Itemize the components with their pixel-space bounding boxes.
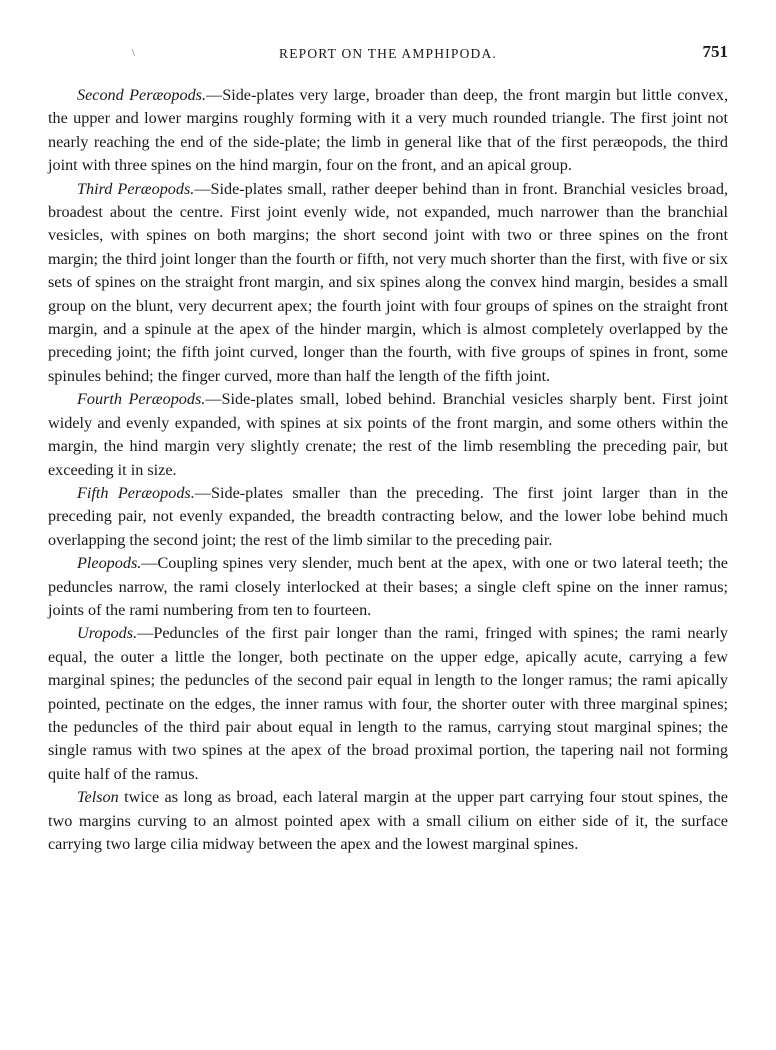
section-heading: Pleopods.: [77, 554, 142, 573]
paragraph-uropods: [48, 622, 728, 786]
section-heading: Third Peræopods.: [77, 179, 195, 198]
paragraph-fifth-peraeopods: [48, 482, 728, 552]
paragraph-telson: [48, 786, 728, 856]
paragraph-fourth-peraeopods: [48, 388, 728, 482]
paragraph-pleopods: [48, 552, 728, 622]
paragraph-second-peraeopods: [48, 84, 728, 178]
running-title: REPORT ON THE AMPHIPODA.: [278, 46, 498, 61]
paragraph-text: —Side-plates very large, broader than deep, the front margin but little convex, the upper and lower margins roughly forming with it a very much rounded triangle. The first joint not nearly reaching the end of the side-plate; the limb in general like that of the first peræopods, the third joint with three spines on the hind margin, four on the front, and an apical group.: [48, 86, 728, 175]
paragraph-text: —Side-plates smaller than the preceding. The first joint larger than in the preceding pair, not evenly expanded, the breadth contracting below, and the lower lobe behind much overlapping the second joint; the rest of the limb similar to the preceding pair.: [48, 483, 728, 549]
paragraph-text: —Side-plates small, lobed behind. Branchial vesicles sharply bent. First joint widely and evenly expanded, with spines at six points of the front margin, and some others within the margin, the hind margin very slightly crenate; the rest of the limb resembling the preceding pair, but exceeding it in size.: [48, 390, 729, 479]
section-heading: Uropods.: [77, 624, 138, 643]
paragraph-text: twice as long as broad, each lateral margin at the upper part carrying four stout spines, the two margins curving to an almost pointed apex with a small cilium on either side of it, the surface carrying two large cilia midway between the apex and the lowest marginal spines.: [48, 788, 728, 853]
paragraph-third-peraeopods: [48, 178, 728, 389]
section-heading: Fourth Peræopods.: [77, 390, 206, 409]
paragraph-text: —Side-plates small, rather deeper behind than in front. Branchial vesicles broad, broadest about the centre. First joint evenly wide, not expanded, much narrower than the branchial vesicles, with spines on both margins; the short second joint with two or three spines on the front margin; the third joint longer than the fourth or fifth, not very much shorter than the first, with five or six sets of spines on the straight front margin, and six spines along the convex hind margin, besides a small group on the blunt, very decurrent apex; the fourth joint with four groups of spines on the straight front margin, and a spinule at the apex of the hinder margin, which is almost completely overlapped by the preceding joint; the fifth joint curved, longer than the fourth, with five groups of spines in front, some spinules behind; the finger curved, more than half the length of the fifth joint.: [48, 179, 728, 385]
section-heading: Second Peræopods.: [77, 86, 207, 104]
section-heading: Fifth Peræopods.: [77, 483, 195, 502]
book-page: [48, 40, 728, 856]
paragraph-text: —Coupling spines very slender, much bent at the apex, with one or two lateral teeth; the peduncles narrow, the rami closely interlocked at their bases; a single cleft spine on the inner ramus; joints of the rami numbering from ten to fourteen.: [48, 554, 728, 619]
paragraph-text: —Peduncles of the first pair longer than the rami, fringed with spines; the rami nearly equal, the outer a little the longer, both pectinate on the upper edge, apically acute, carrying a few marginal spines; the peduncles of the second pair equal in length to the longer ramus; the rami apically pointed, pectinate on the edges, the inner ramus with four, the shorter outer with three marginal spines; the peduncles of the third pair about equal in length to the ramus, carrying stout marginal spines; the single ramus with two spines at the apex of the broad proximal portion, the tapering nail not forming quite half of the ramus.: [48, 624, 728, 783]
page-number: 751: [702, 42, 728, 61]
section-heading: Telson: [77, 788, 119, 807]
running-head: [48, 40, 728, 64]
stray-mark: \: [132, 48, 135, 59]
